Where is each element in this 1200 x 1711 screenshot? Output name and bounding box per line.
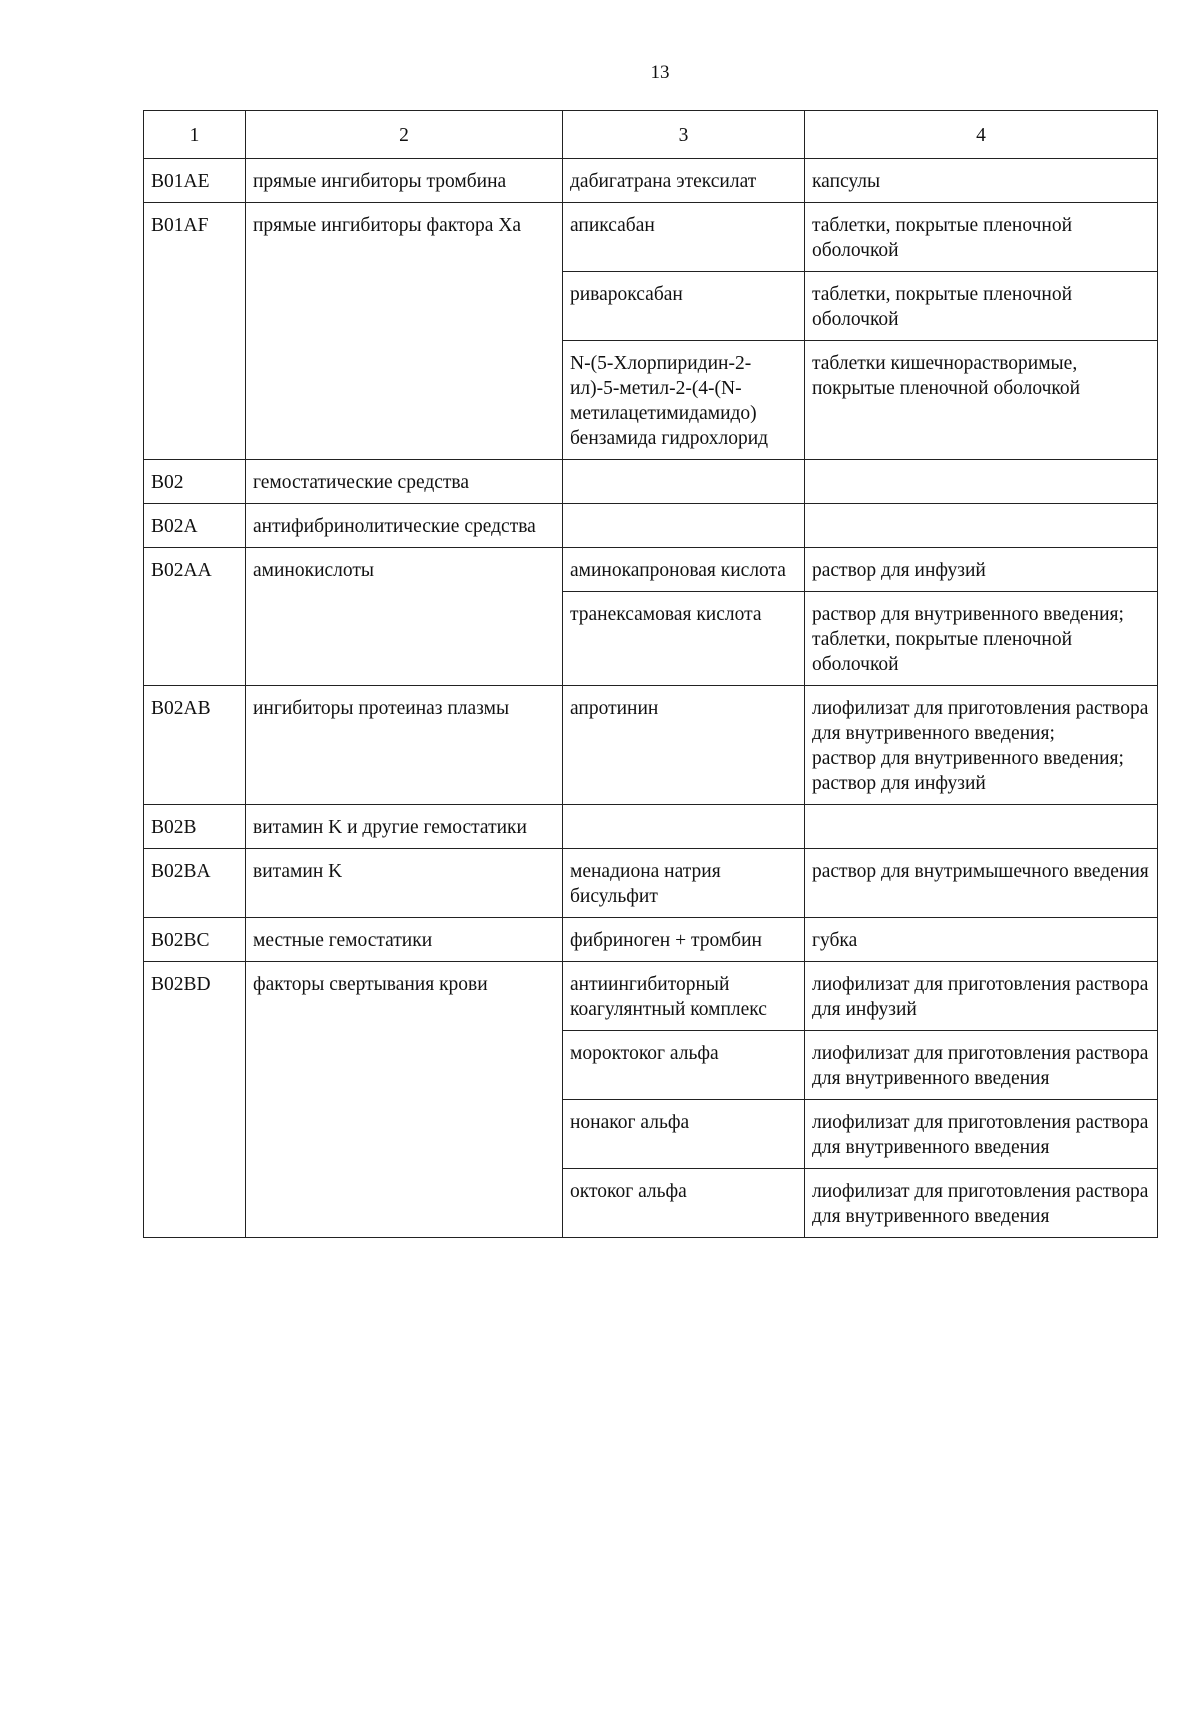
group-name-cell: местные гемостатики bbox=[246, 918, 563, 962]
drug-table bbox=[143, 110, 1158, 1238]
group-name-cell: прямые ингибиторы фактора Xa bbox=[246, 203, 563, 460]
atc-code-cell: B02 bbox=[144, 460, 246, 504]
header-cell-col2: 2 bbox=[246, 111, 563, 159]
dosage-form-cell: капсулы bbox=[805, 159, 1158, 203]
header-row bbox=[144, 111, 1158, 159]
atc-code-cell: B01AF bbox=[144, 203, 246, 460]
group-name-cell: ингибиторы протеиназ плазмы bbox=[246, 686, 563, 805]
table-row bbox=[144, 460, 1158, 504]
atc-code-cell: B02B bbox=[144, 805, 246, 849]
substance-cell: октоког альфа bbox=[563, 1169, 805, 1238]
substance-cell: N-(5-Хлорпиридин-2-ил)-5-метил-2-(4-(N-метилацетимидамидо) бензамида гидрохлорид bbox=[563, 341, 805, 460]
dosage-form-cell bbox=[805, 504, 1158, 548]
substance-cell: фибриноген + тромбин bbox=[563, 918, 805, 962]
group-name-cell: антифибринолитические средства bbox=[246, 504, 563, 548]
dosage-form-cell: таблетки кишечнорастворимые, покрытые пленочной оболочкой bbox=[805, 341, 1158, 460]
table-row bbox=[144, 805, 1158, 849]
dosage-form-cell: губка bbox=[805, 918, 1158, 962]
substance-cell: апиксабан bbox=[563, 203, 805, 272]
substance-cell: ривароксабан bbox=[563, 272, 805, 341]
dosage-form-cell: лиофилизат для приготовления раствора для внутривенного введения bbox=[805, 1031, 1158, 1100]
substance-cell: дабигатрана этексилат bbox=[563, 159, 805, 203]
atc-code-cell: B02BC bbox=[144, 918, 246, 962]
dosage-form-cell: таблетки, покрытые пленочной оболочкой bbox=[805, 272, 1158, 341]
dosage-form-cell: лиофилизат для приготовления раствора для внутривенного введения; раствор для внутривенного введения; раствор для инфузий bbox=[805, 686, 1158, 805]
group-name-cell: гемостатические средства bbox=[246, 460, 563, 504]
atc-code-cell: B02AA bbox=[144, 548, 246, 686]
header-cell-col3: 3 bbox=[563, 111, 805, 159]
table-row bbox=[144, 849, 1158, 918]
substance-cell: антиингибиторный коагулянтный комплекс bbox=[563, 962, 805, 1031]
substance-cell: транексамовая кислота bbox=[563, 592, 805, 686]
table-row bbox=[144, 686, 1158, 805]
dosage-form-cell: лиофилизат для приготовления раствора для инфузий bbox=[805, 962, 1158, 1031]
substance-cell: менадиона натрия бисульфит bbox=[563, 849, 805, 918]
table-row bbox=[144, 962, 1158, 1031]
table-row bbox=[144, 159, 1158, 203]
header-cell-col1: 1 bbox=[144, 111, 246, 159]
atc-code-cell: B02AB bbox=[144, 686, 246, 805]
dosage-form-cell: таблетки, покрытые пленочной оболочкой bbox=[805, 203, 1158, 272]
group-name-cell: аминокислоты bbox=[246, 548, 563, 686]
dosage-form-cell bbox=[805, 460, 1158, 504]
dosage-form-cell: лиофилизат для приготовления раствора для внутривенного введения bbox=[805, 1100, 1158, 1169]
group-name-cell: витамин K bbox=[246, 849, 563, 918]
group-name-cell: прямые ингибиторы тромбина bbox=[246, 159, 563, 203]
table-row bbox=[144, 548, 1158, 592]
dosage-form-cell: раствор для инфузий bbox=[805, 548, 1158, 592]
page-number: 13 bbox=[650, 62, 670, 83]
atc-code-cell: B01AE bbox=[144, 159, 246, 203]
table-row bbox=[144, 203, 1158, 272]
table-row bbox=[144, 918, 1158, 962]
substance-cell bbox=[563, 504, 805, 548]
table-body bbox=[144, 159, 1158, 1238]
header-cell-col4: 4 bbox=[805, 111, 1158, 159]
dosage-form-cell: раствор для внутримышечного введения bbox=[805, 849, 1158, 918]
atc-code-cell: B02A bbox=[144, 504, 246, 548]
substance-cell: нонаког альфа bbox=[563, 1100, 805, 1169]
substance-cell bbox=[563, 805, 805, 849]
group-name-cell: витамин K и другие гемостатики bbox=[246, 805, 563, 849]
group-name-cell: факторы свертывания крови bbox=[246, 962, 563, 1238]
substance-cell: мороктоког альфа bbox=[563, 1031, 805, 1100]
dosage-form-cell bbox=[805, 805, 1158, 849]
table-row bbox=[144, 504, 1158, 548]
atc-code-cell: B02BA bbox=[144, 849, 246, 918]
substance-cell: апротинин bbox=[563, 686, 805, 805]
atc-code-cell: B02BD bbox=[144, 962, 246, 1238]
substance-cell: аминокапроновая кислота bbox=[563, 548, 805, 592]
substance-cell bbox=[563, 460, 805, 504]
dosage-form-cell: раствор для внутривенного введения; таблетки, покрытые пленочной оболочкой bbox=[805, 592, 1158, 686]
dosage-form-cell: лиофилизат для приготовления раствора для внутривенного введения bbox=[805, 1169, 1158, 1238]
